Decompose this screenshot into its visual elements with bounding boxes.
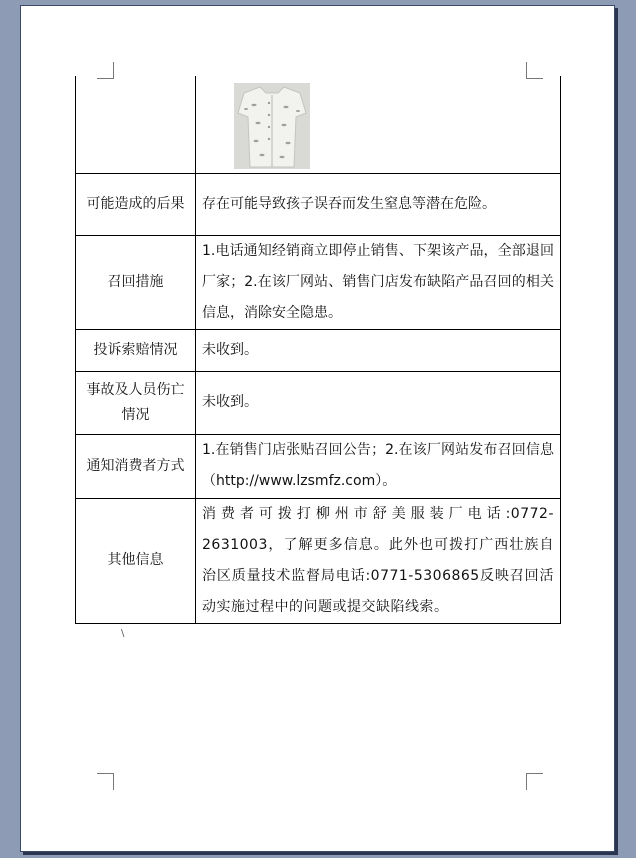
row-value: 消费者可拨打柳州市舒美服装厂电话:0772-2631003，了解更多信息。此外也可拨打广西壮族自治区质量技术监督局电话:0771-5306865反映召回活动实施过程中的问题或提交缺陷线索。 xyxy=(196,498,561,623)
row-label: 投诉索赔情况 xyxy=(76,329,196,371)
product-image-cell xyxy=(196,76,561,173)
row-value: 未收到。 xyxy=(196,329,561,371)
row-label: 事故及人员伤亡情况 xyxy=(76,371,196,434)
margin-corner-bottom-right xyxy=(526,773,543,790)
table-row xyxy=(76,371,561,434)
table-row xyxy=(76,329,561,371)
stray-mark: \ xyxy=(121,628,125,639)
row-label: 召回措施 xyxy=(76,235,196,329)
row-label: 可能造成的后果 xyxy=(76,173,196,235)
product-photo-shirt xyxy=(234,83,310,169)
row-value: 1.在销售门店张贴召回公告；2.在该厂网站发布召回信息（http://www.lzsmfz.com）。 xyxy=(196,434,561,498)
document-page xyxy=(20,5,615,852)
table-row xyxy=(76,434,561,498)
row-label: 通知消费者方式 xyxy=(76,434,196,498)
row-value: 存在可能导致孩子误吞而发生窒息等潜在危险。 xyxy=(196,173,561,235)
margin-corner-bottom-left xyxy=(97,773,114,790)
table-row-image xyxy=(76,76,561,173)
table-row xyxy=(76,235,561,329)
table-row xyxy=(76,173,561,235)
row-label: 其他信息 xyxy=(76,498,196,623)
row-value: 1.电话通知经销商立即停止销售、下架该产品，全部退回厂家；2.在该厂网站、销售门店发布缺陷产品召回的相关信息，消除安全隐患。 xyxy=(196,235,561,329)
row-label-empty xyxy=(76,76,196,173)
recall-info-table xyxy=(75,76,561,624)
table-row xyxy=(76,498,561,623)
row-value: 未收到。 xyxy=(196,371,561,434)
